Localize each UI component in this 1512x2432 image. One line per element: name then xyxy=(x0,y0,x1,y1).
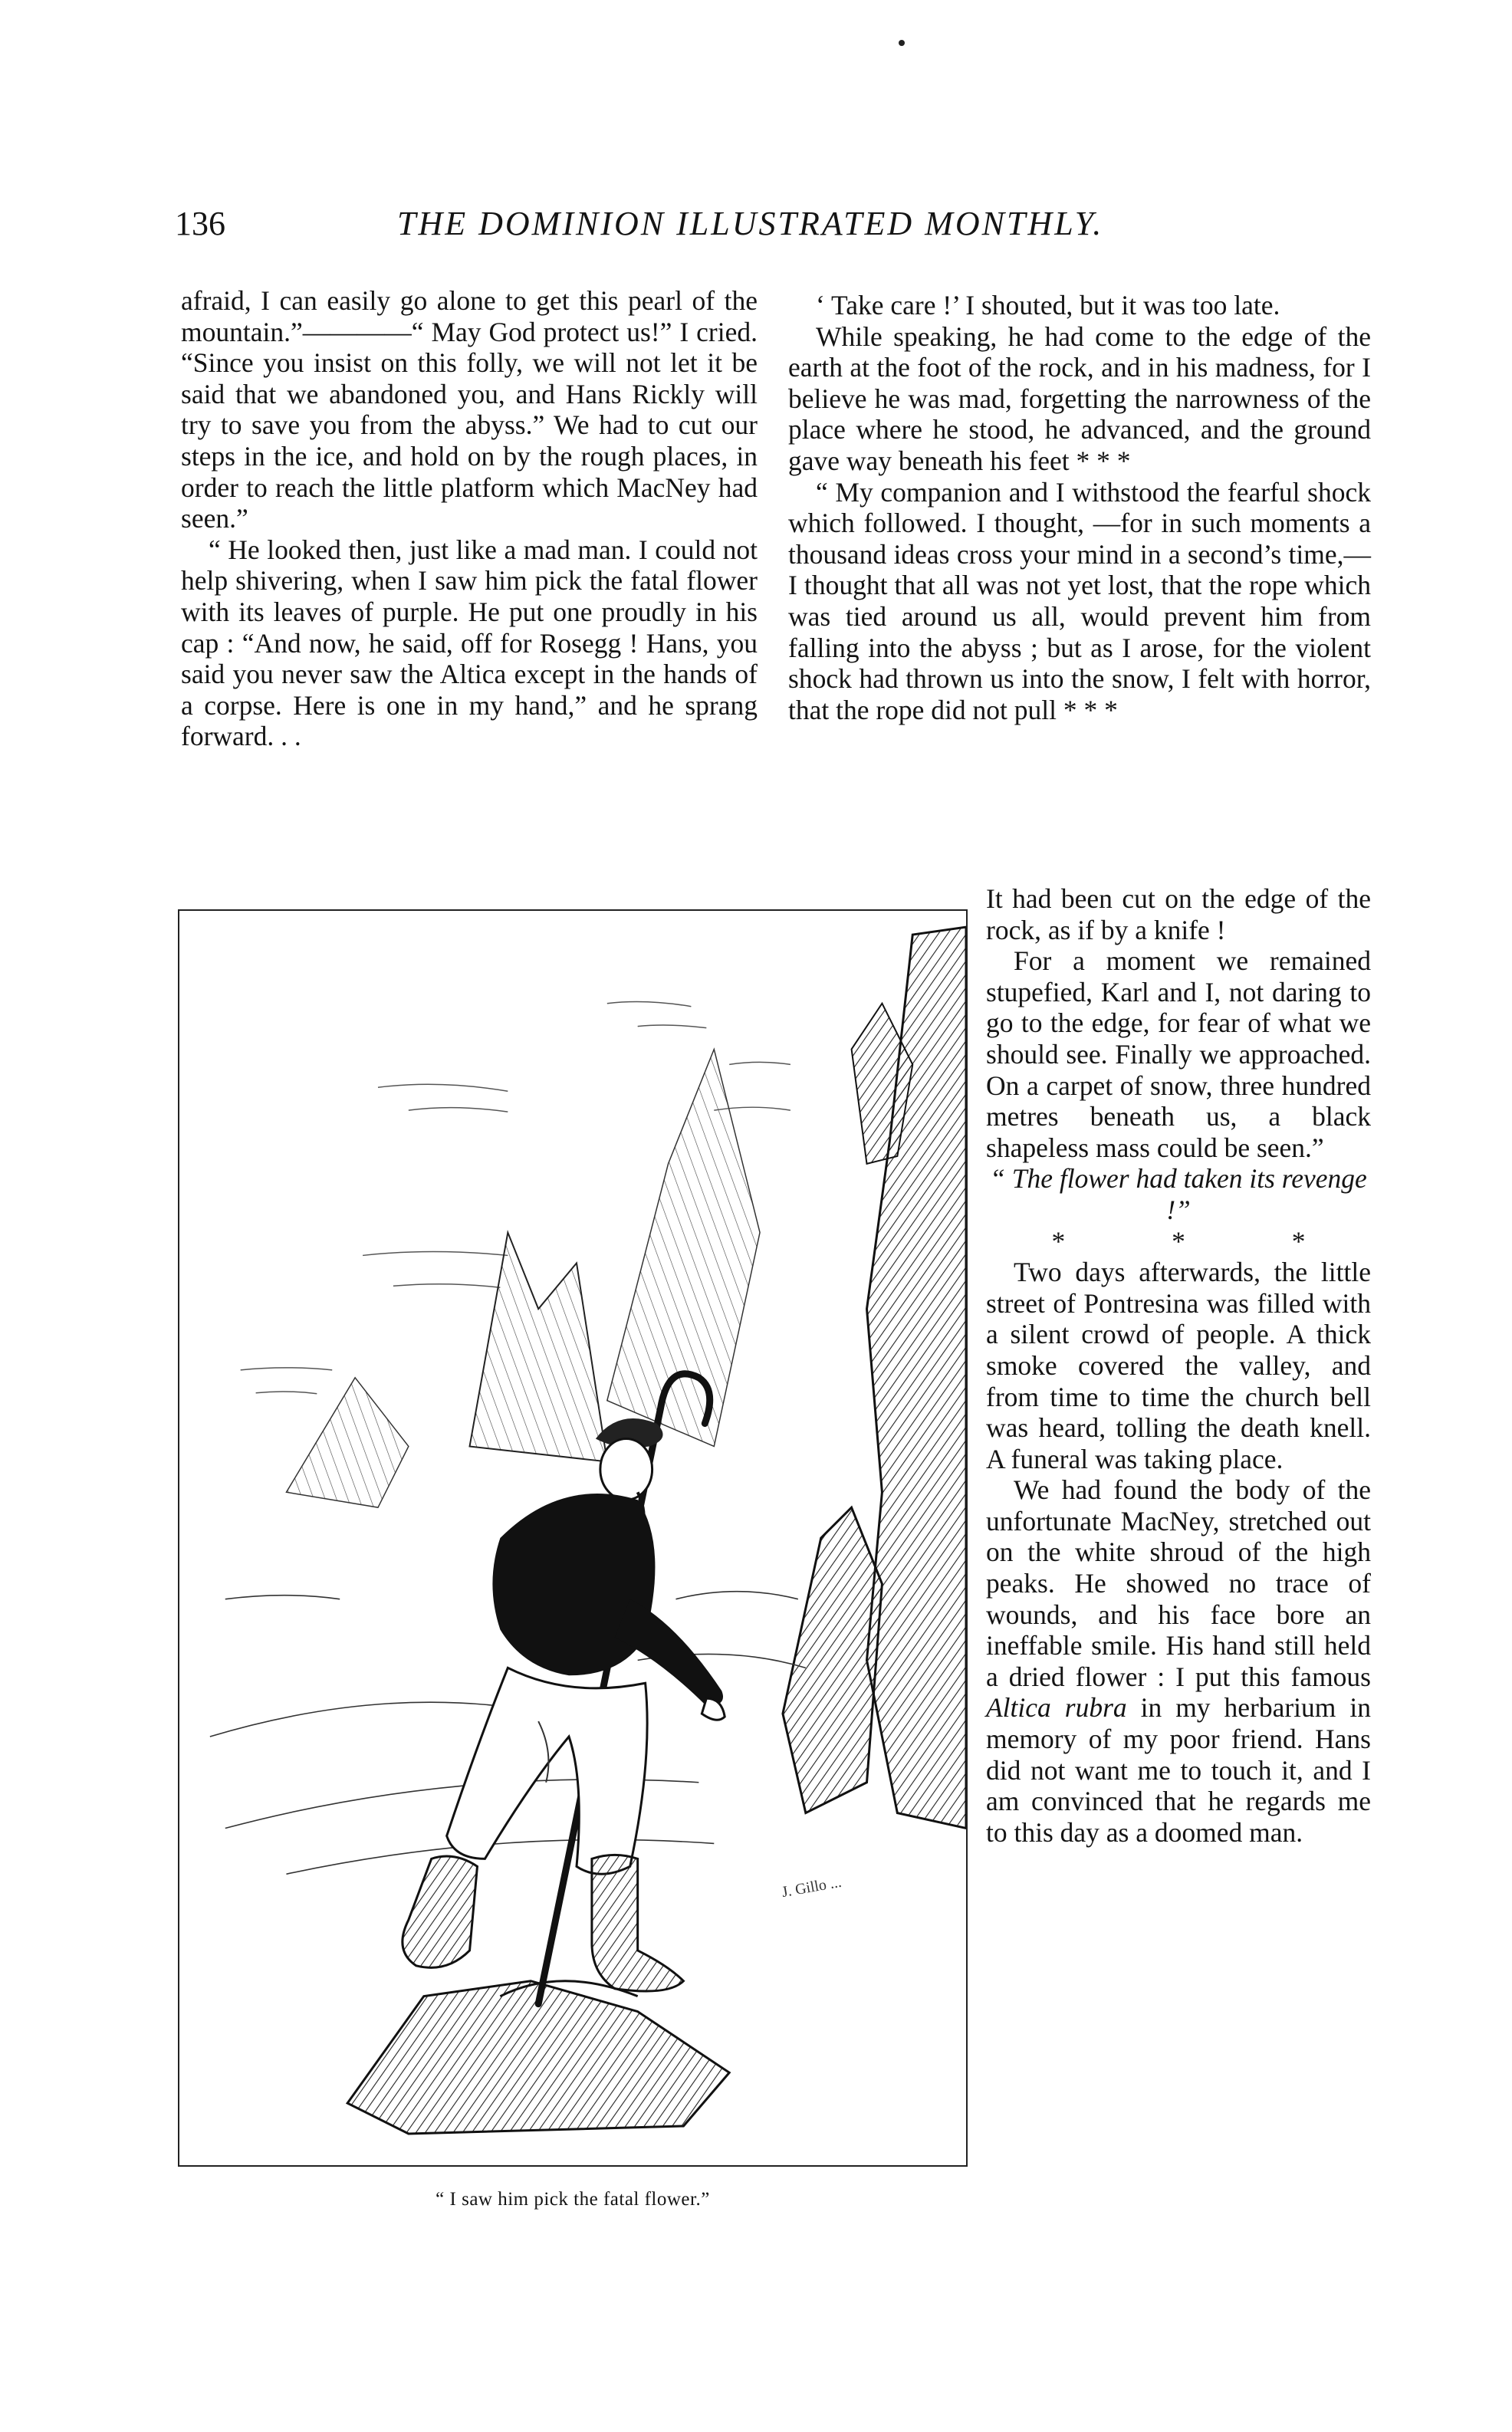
right-column-narrow xyxy=(986,883,1371,1848)
top-dot-mark xyxy=(899,40,905,46)
left-paragraph-1: afraid, I can easily go alone to get this pearl of the mountain.”————“ May God protect us!” I cried. “Since you insist on this folly, we will not let it be said that we abandoned you, and Hans Rickly will try to save you from the abyss.” We had to cut our steps in the ice, and hold on by the rough places, in order to reach the little platform which MacNey had seen.” xyxy=(181,285,758,534)
revenge-quote: “ The flower had taken its revenge !” xyxy=(990,1163,1367,1225)
distant-peaks xyxy=(286,1049,760,1507)
left-column xyxy=(181,285,758,752)
illustration-frame xyxy=(178,909,968,2167)
running-title: THE DOMINION ILLUSTRATED MONTHLY. xyxy=(397,205,1104,242)
illustration-caption: “ I saw him pick the fatal flower.” xyxy=(436,2189,710,2210)
right-paragraph-6: Two days afterwards, the little street of Pontresina was filled with a silent crowd of people. A thick smoke covered the valley, and from time to time the church bell was heard, tolling the death knell. A funeral was taking place. xyxy=(986,1257,1371,1474)
climber-illustration xyxy=(179,911,966,2165)
climber-figure xyxy=(403,1374,725,2004)
right-paragraph-2: While speaking, he had come to the edge of the earth at the foot of the rock, and in his madness, for I believe he was mad, forgetting the narrowness of the place where he stood, he advanced, and the ground gave way beneath his feet * * * xyxy=(788,320,1371,476)
artist-signature: J. Gillo ... xyxy=(780,1873,843,1901)
right-paragraph-4: It had been cut on the edge of the rock, as if by a knife ! xyxy=(986,883,1371,945)
right-column-top xyxy=(788,290,1371,725)
p7-text-b: in my herbarium in memory of my poor friend. Hans did not want me to touch it, and I am convinced that he regards me to this day as a doomed man. xyxy=(986,1692,1371,1848)
left-paragraph-2: “ He looked then, just like a mad man. I could not help shivering, when I saw him pick the fatal flower with its leaves of purple. He put one proudly in his cap : “And now, he said, off for Rosegg ! Hans, you said you never saw the Altica except in the hands of a corpse. Here is one in my hand,” and he sprang forward. . . xyxy=(181,534,758,752)
rock-wall xyxy=(783,927,966,1828)
right-paragraph-3: “ My companion and I withstood the fearful shock which followed. I thought, —for in such moments a thousand ideas cross your mind in a second’s time,—I thought that all was not yet lost, that the rope which was tied around us all, would prevent him from falling into the abyss ; but as I arose, for the violent shock had thrown us into the snow, I felt with horror, that the rope did not pull * * * xyxy=(788,476,1371,725)
altica-rubra-italic: Altica rubra xyxy=(986,1692,1127,1724)
section-stars: * * * xyxy=(1051,1225,1306,1257)
p7-text-a: We had found the body of the unfortunate MacNey, stretched out on the white shroud of the high peaks. He showed no trace of wounds, and his face bore an ineffable smile. His hand still held a dried flower : I put this famous xyxy=(986,1474,1371,1692)
right-paragraph-5: For a moment we remained stupefied, Karl and I, not daring to go to the edge, for fear of what we should see. Finally we approached. On a carpet of snow, three hundred metres beneath us, a black shapeless mass could be seen.” xyxy=(986,945,1371,1163)
right-paragraph-1: ‘ Take care !’ I shouted, but it was too late. xyxy=(816,290,1280,320)
right-paragraph-7 xyxy=(986,1474,1371,1848)
page-header xyxy=(175,204,1172,253)
page-number: 136 xyxy=(175,205,225,242)
